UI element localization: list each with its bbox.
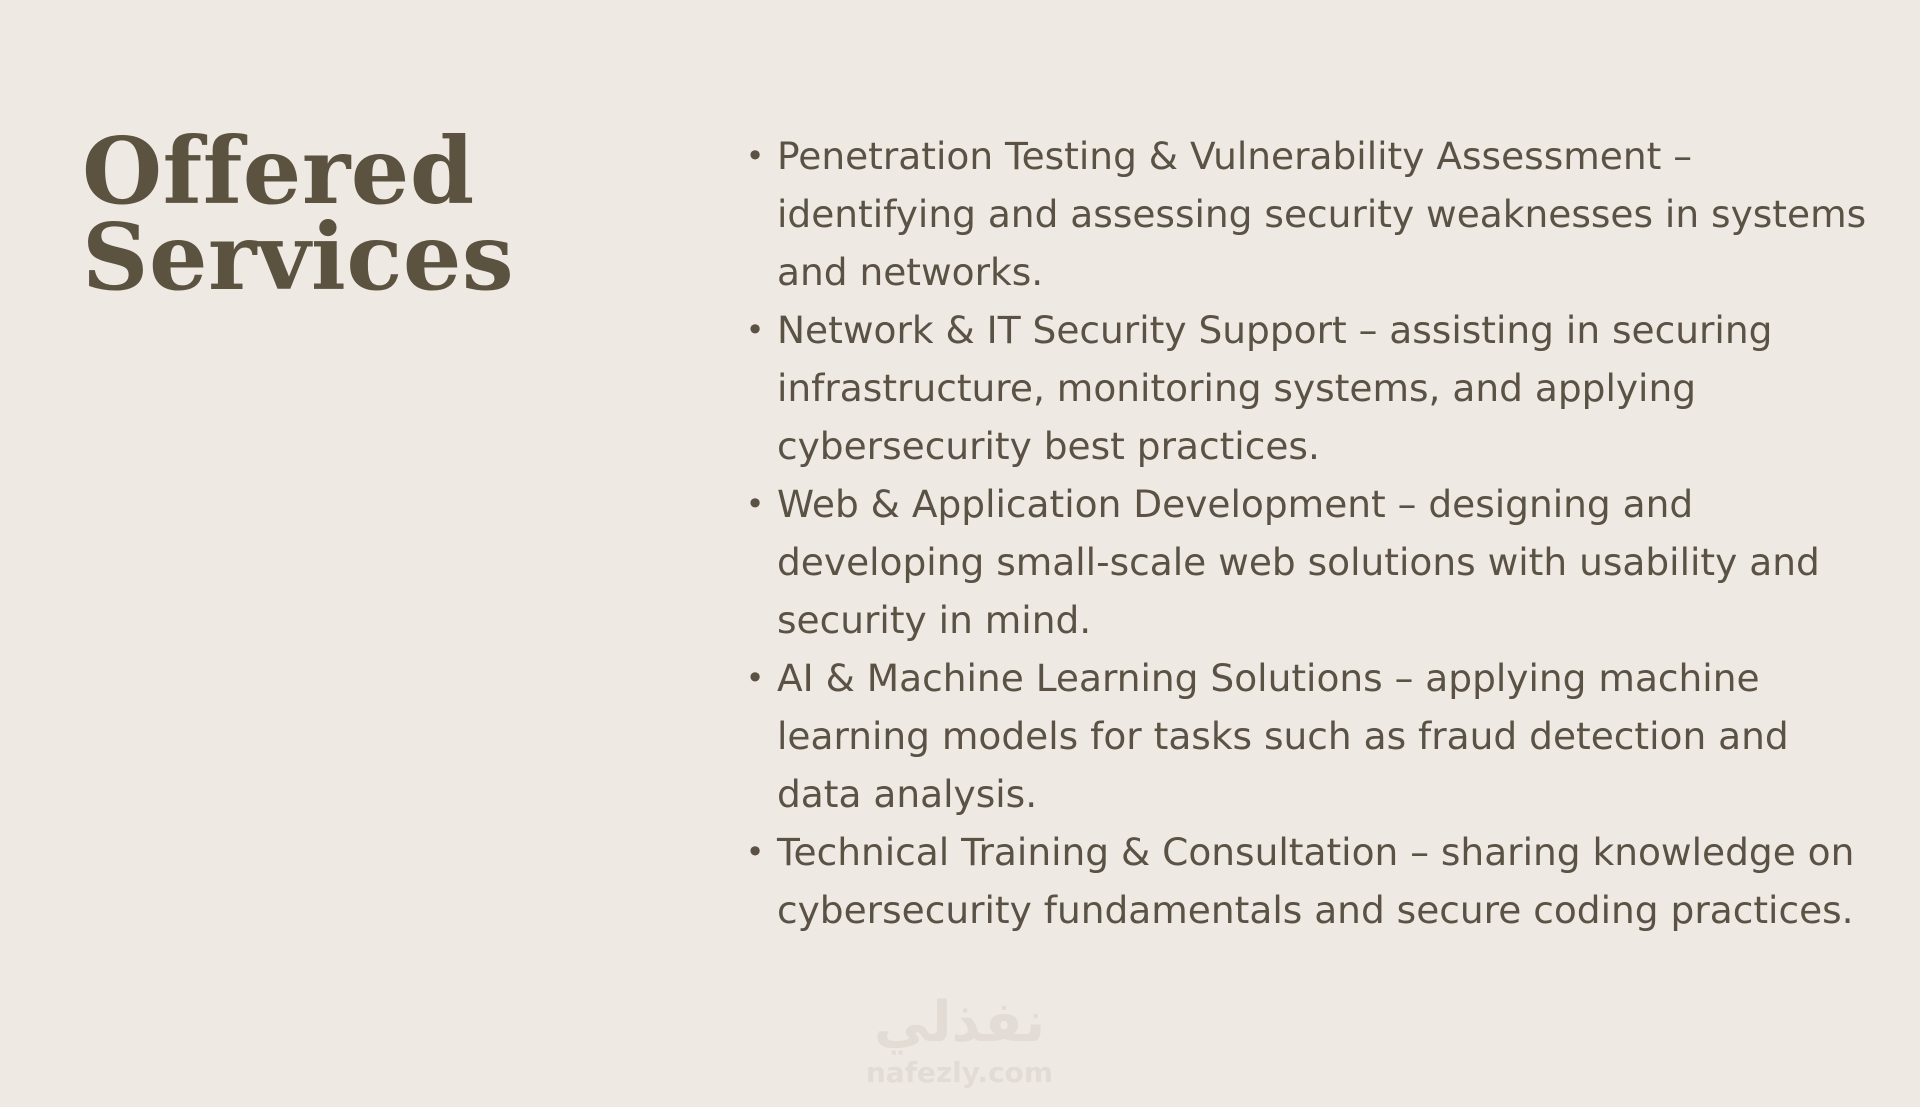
services-list [745, 127, 1885, 939]
service-item-training-consultation [745, 823, 1885, 939]
watermark [853, 990, 1066, 1100]
service-text: AI & Machine Learning Solutions – applying machine learning models for tasks such as fraud detection and data analysis. [777, 656, 1789, 816]
bullet-icon: • [745, 833, 765, 871]
bullet-icon: • [745, 659, 765, 697]
page-title [82, 117, 515, 311]
watermark-arabic-text: نفذلي [873, 990, 1046, 1055]
service-text: Penetration Testing & Vulnerability Assessment – identifying and assessing security weaknesses in systems and networks. [777, 134, 1867, 294]
service-item-penetration-testing [745, 127, 1885, 301]
service-text: Web & Application Development – designing and developing small-scale web solutions with usability and security in mind. [777, 482, 1820, 642]
bullet-icon: • [745, 485, 765, 523]
page-title-line-1: Offered [82, 117, 475, 225]
service-item-web-development [745, 475, 1885, 649]
service-text: Network & IT Security Support – assisting in securing infrastructure, monitoring systems, and applying cybersecurity best practices. [777, 308, 1773, 468]
bullet-icon: • [745, 137, 765, 175]
service-item-ai-ml [745, 649, 1885, 823]
bullet-icon: • [745, 311, 765, 349]
service-item-network-security [745, 301, 1885, 475]
service-text: Technical Training & Consultation – sharing knowledge on cybersecurity fundamentals and secure coding practices. [777, 830, 1855, 932]
page-title-line-2: Services [82, 203, 515, 311]
watermark-url-text: nafezly.com [865, 1056, 1054, 1089]
